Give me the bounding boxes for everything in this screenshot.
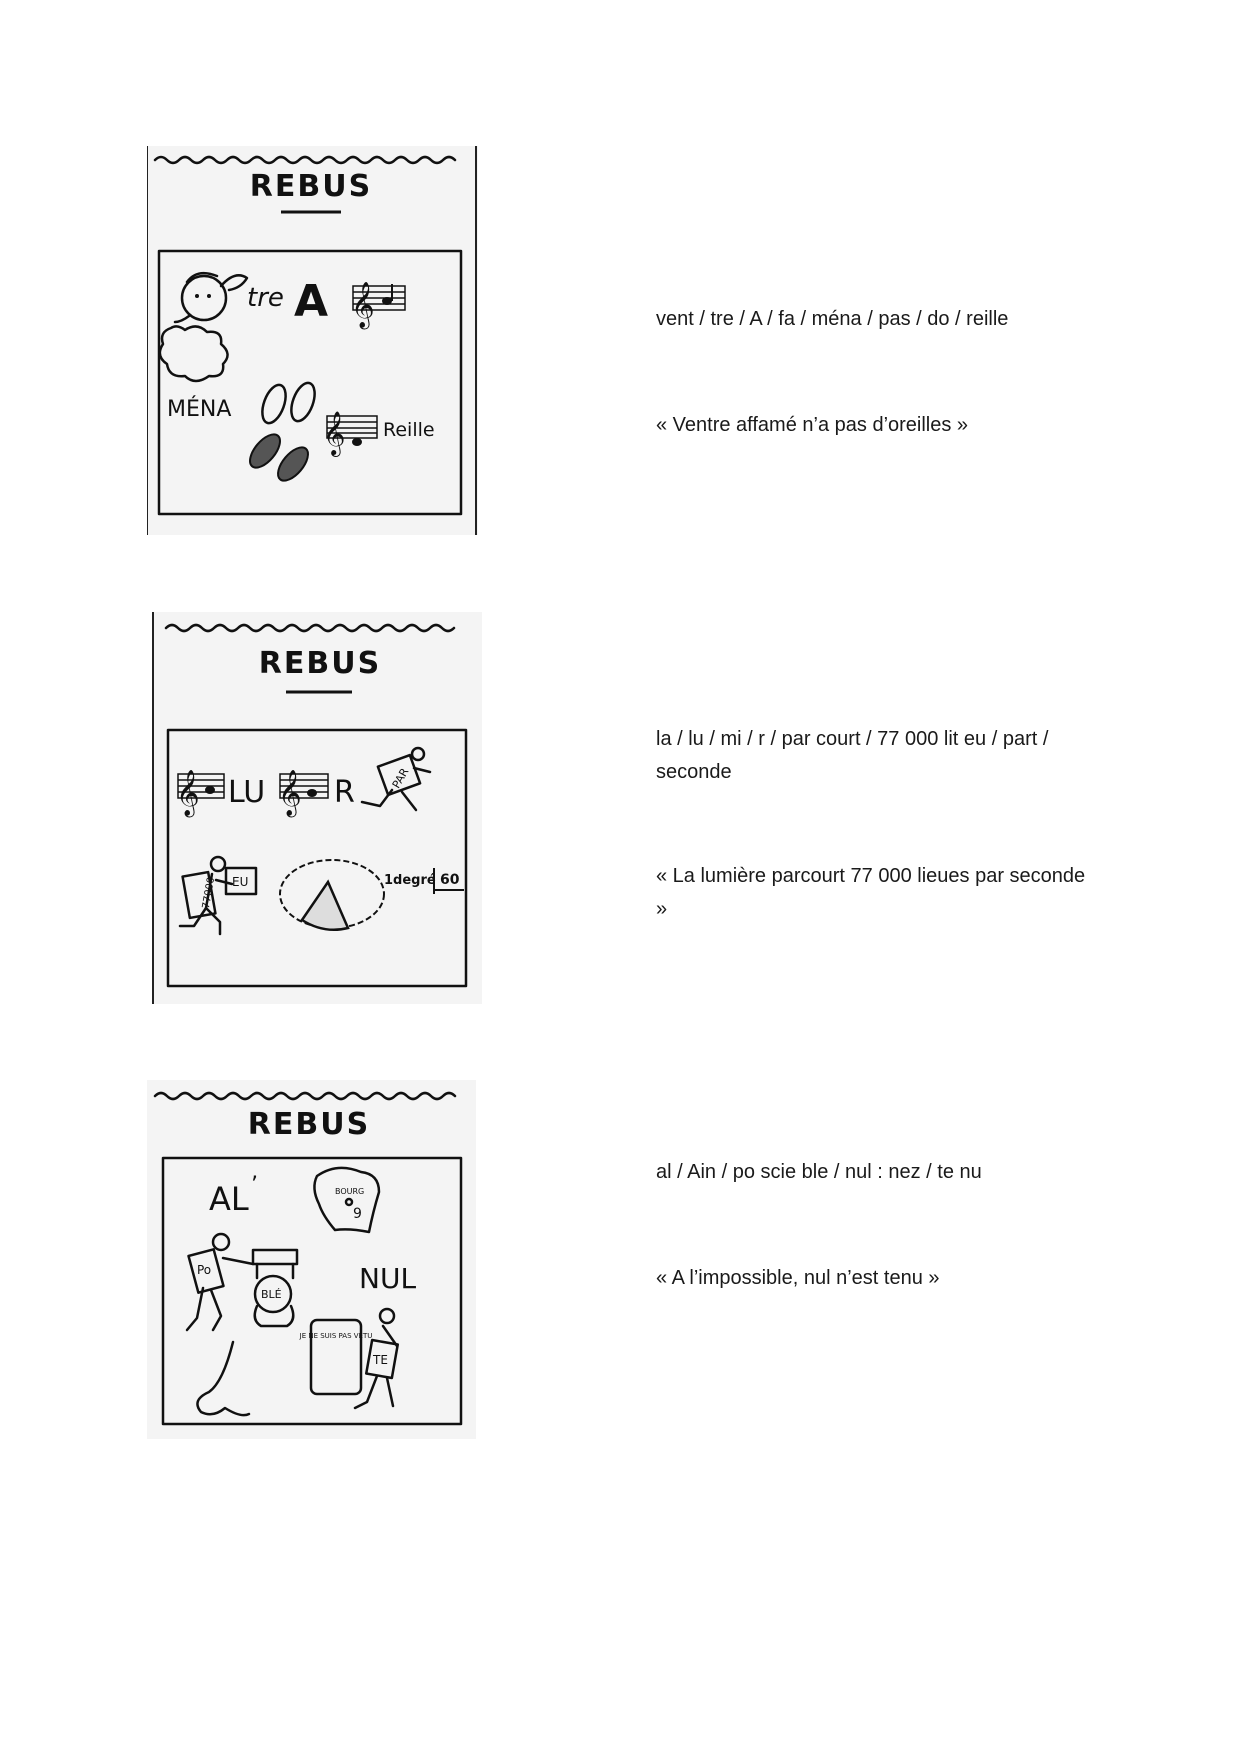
map-outline-icon	[314, 1168, 379, 1232]
label-ble: BLÉ	[261, 1288, 282, 1301]
rebus-drawing-1	[147, 146, 478, 535]
label-po: Po	[197, 1263, 212, 1277]
rebus-1-decomposition: vent / tre / A / fa / ména / pas / do / reille	[656, 308, 1009, 330]
label-eu: EU	[232, 875, 249, 889]
rebus-1-answer: « Ventre affamé n’a pas d’oreilles »	[656, 414, 969, 436]
label-mena: MÉNA	[167, 397, 232, 422]
svg-text:𝄞: 𝄞	[323, 411, 346, 455]
man-sawing-icon	[187, 1234, 297, 1330]
label-tre: tre	[247, 283, 284, 313]
rebus-drawing-3	[147, 1080, 476, 1439]
label-60: 60	[440, 872, 460, 888]
label-bourg: BOURG	[335, 1187, 365, 1196]
label-r: R	[334, 775, 355, 810]
ble-ball-icon	[255, 1276, 294, 1326]
rebus-image-2	[152, 612, 482, 1004]
label-degre: 1degré	[384, 873, 436, 888]
wavy-border	[155, 1093, 455, 1099]
label-al: AL	[209, 1180, 249, 1218]
label-te: TE	[373, 1353, 388, 1367]
rebus-2-answer: « La lumière parcourt 77 000 lieues par seconde »	[656, 865, 1086, 920]
eye-chart-icon	[299, 1320, 373, 1394]
rebus-3-answer: « A l’impossible, nul n’est tenu »	[656, 1267, 940, 1289]
svg-text:𝄞: 𝄞	[176, 770, 200, 816]
label-reille: Reille	[383, 419, 435, 441]
music-staff-mi-icon	[278, 770, 328, 818]
label-9: 9	[353, 1206, 362, 1222]
rebus-image-1	[147, 146, 478, 535]
rebus-3-decomposition: al / Ain / po scie ble / nul : nez / te nu	[656, 1161, 982, 1183]
music-staff-do-icon	[323, 411, 377, 457]
svg-text:’: ’	[251, 1173, 258, 1198]
wavy-border	[155, 157, 455, 163]
label-a: A	[294, 276, 329, 327]
running-man-icon	[362, 748, 430, 810]
svg-text:𝄞: 𝄞	[278, 770, 302, 816]
footprints-icon	[244, 380, 319, 486]
music-staff-icon	[351, 282, 405, 330]
music-staff-la-icon	[176, 770, 224, 818]
rebus-2-decomposition: la / lu / mi / r / par court / 77 000 lit eu / part / seconde	[656, 728, 1049, 783]
cherub-wind-icon	[160, 273, 247, 381]
rebus-title: REBUS	[258, 646, 382, 681]
label-chart: JE NE SUIS PAS VETU	[299, 1332, 373, 1340]
label-lu: LU	[228, 775, 266, 810]
nose-icon	[197, 1342, 249, 1415]
label-par: PAR	[389, 765, 412, 791]
label-77000: 77000	[200, 876, 218, 910]
rebus-drawing-2	[152, 612, 482, 1004]
rebus-image-3	[147, 1080, 476, 1439]
svg-text:𝄞: 𝄞	[351, 282, 375, 328]
rebus-title: REBUS	[247, 1107, 371, 1142]
rebus-title: REBUS	[249, 169, 373, 204]
label-nul: NUL	[359, 1262, 417, 1295]
wavy-border	[166, 625, 454, 631]
man-carrying-sign-icon	[180, 857, 256, 934]
pie-slice-icon	[280, 860, 384, 930]
